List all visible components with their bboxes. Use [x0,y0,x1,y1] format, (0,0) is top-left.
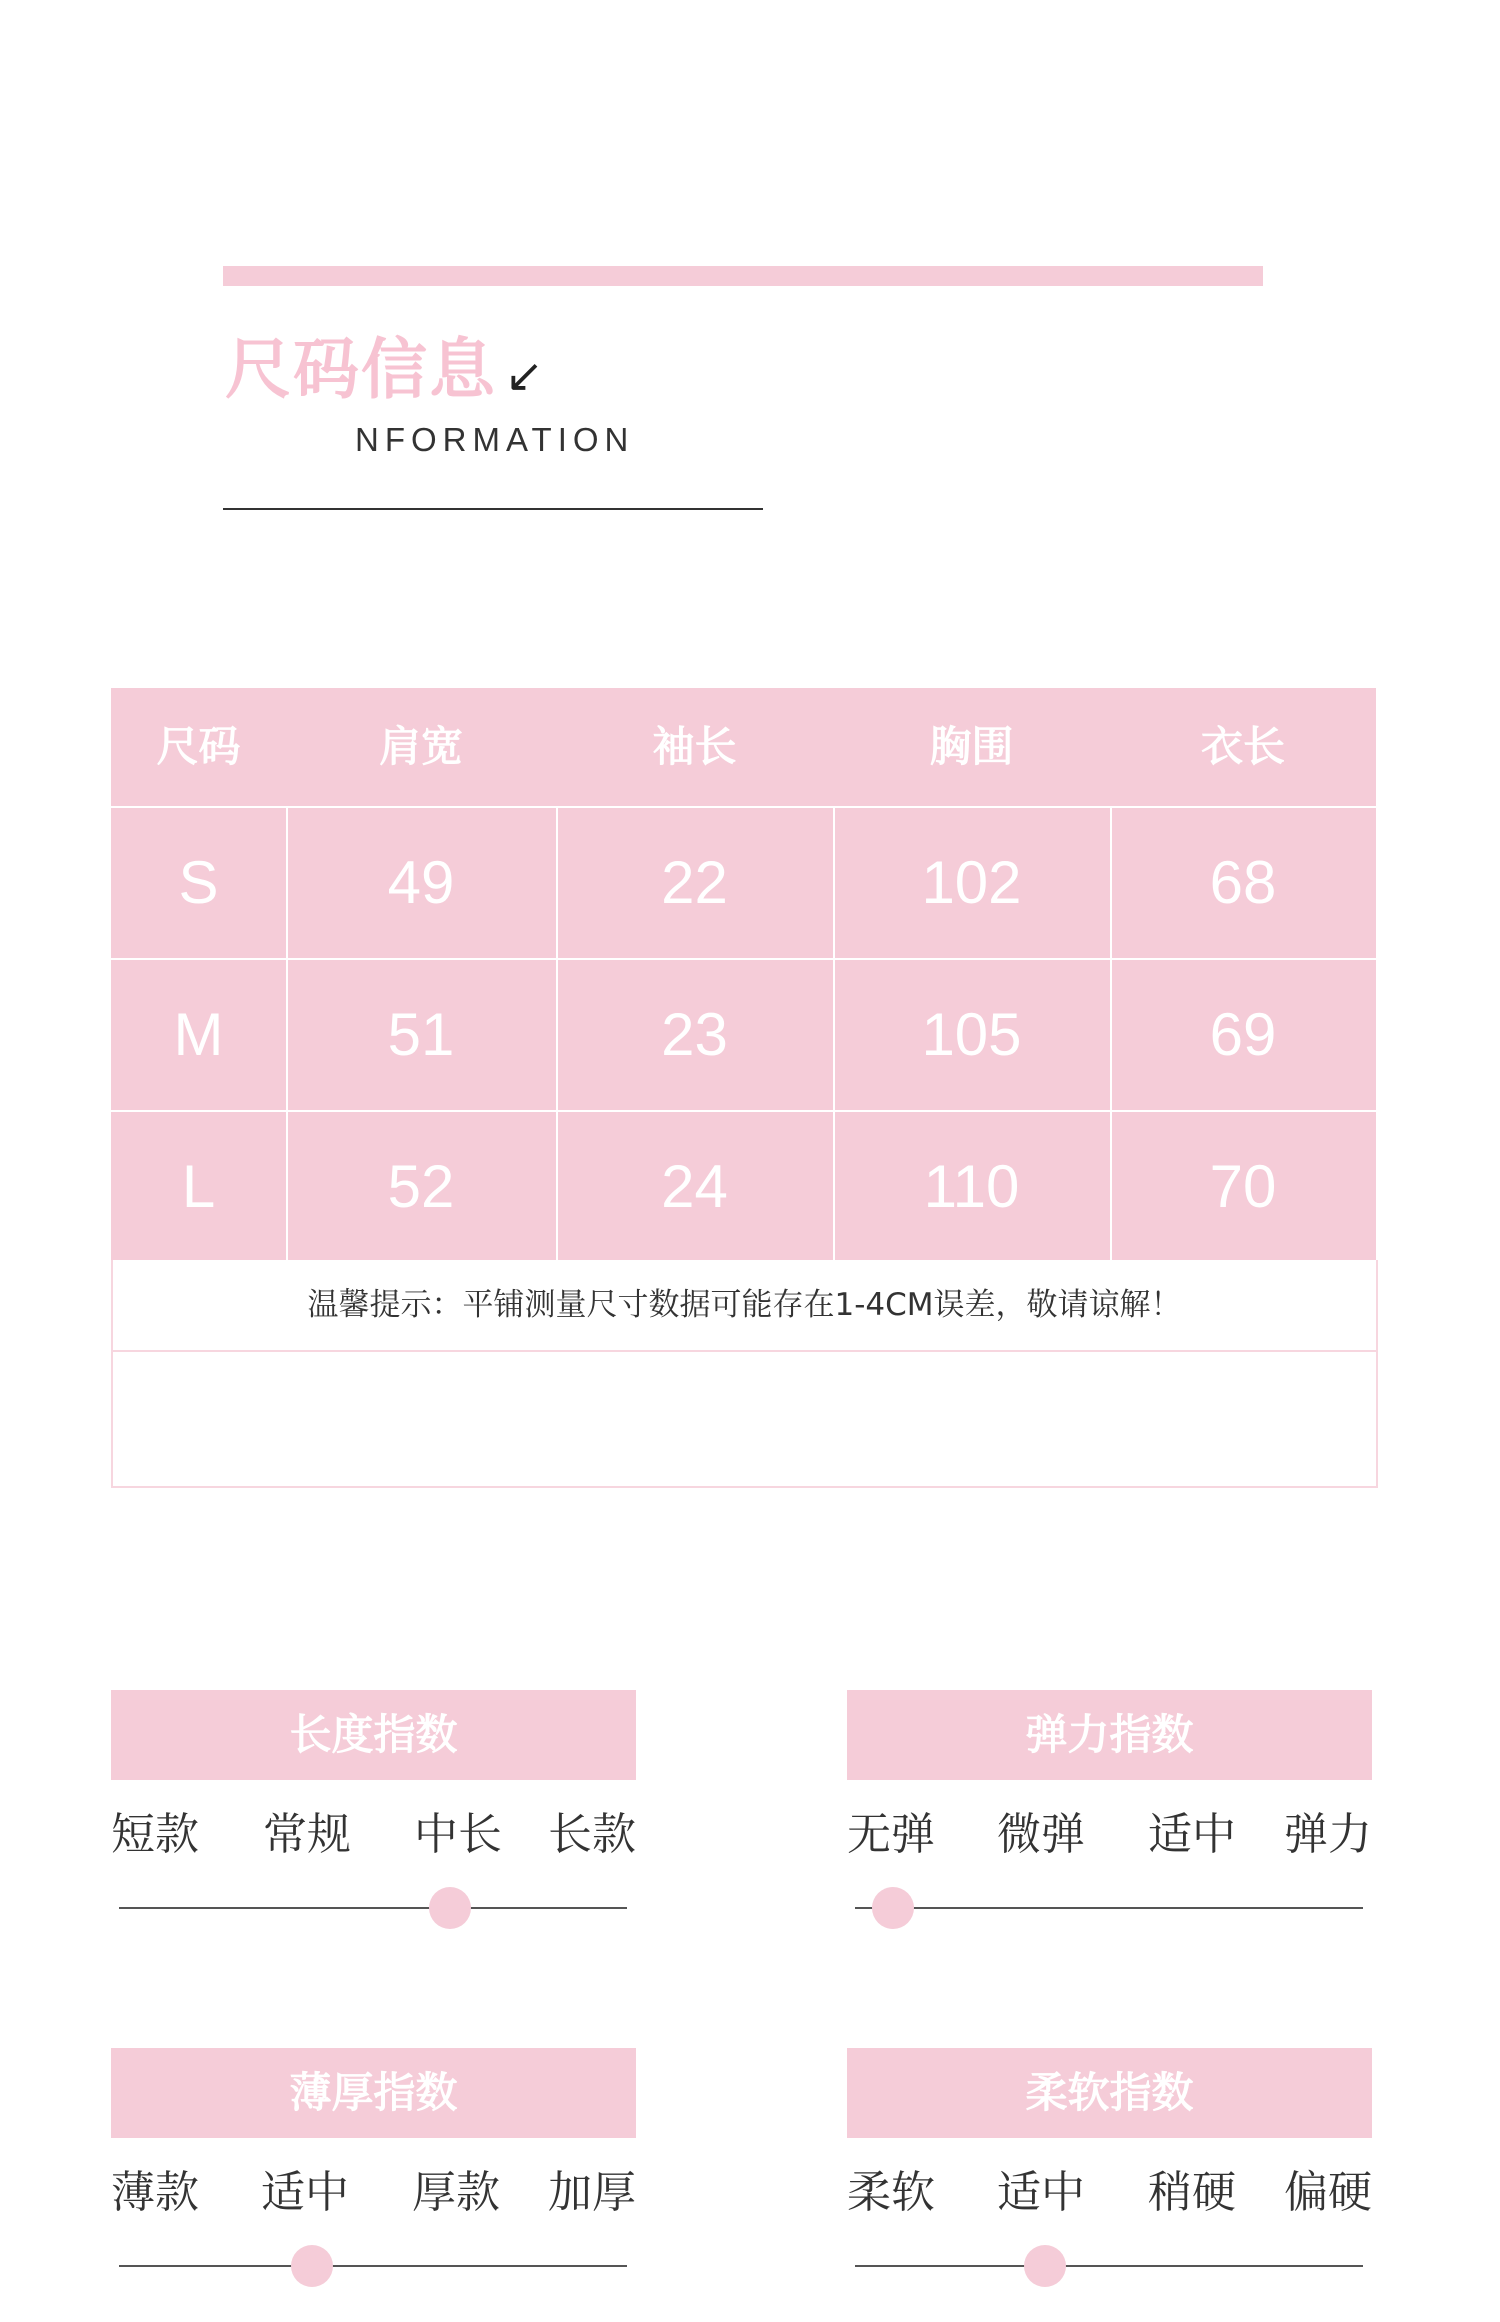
decorative-top-bar [223,266,1263,286]
thickness-option: 加厚 [548,2167,636,2218]
thickness-index-track [119,2265,627,2267]
length-option: 中长 [414,1809,502,1860]
size-table [111,688,1376,1262]
softness-option: 稍硬 [1148,2167,1236,2218]
tip-box [111,1260,1378,1488]
length-index-title: 长度指数 [111,1690,636,1780]
softness-index-marker [1024,2245,1066,2287]
length-index-track [119,1907,627,1909]
cell-shoulder: 49 [387,849,455,916]
title-underline [223,508,763,510]
table-header [111,688,1376,806]
elasticity-option: 无弹 [847,1809,935,1860]
section-title: 尺码信息 [225,331,497,408]
cell-chest: 105 [921,1001,1022,1068]
elasticity-index [847,1690,1372,1950]
thickness-option: 厚款 [412,2167,500,2218]
softness-index [847,2048,1372,2308]
cell-chest: 110 [923,1153,1020,1220]
elasticity-index-title: 弹力指数 [847,1690,1372,1780]
tip-divider [113,1350,1376,1352]
elasticity-index-track [855,1907,1363,1909]
col-header-chest: 胸围 [929,722,1014,771]
col-header-sleeve: 袖长 [652,722,737,771]
table-row [111,1110,1376,1262]
length-option: 短款 [111,1809,199,1860]
cell-sleeve: 23 [661,1001,728,1068]
thickness-index-marker [291,2245,333,2287]
cell-shoulder: 51 [387,1001,455,1068]
thickness-option: 适中 [261,2167,349,2218]
table-row [111,806,1376,958]
thickness-option: 薄款 [111,2167,199,2218]
elasticity-index-marker [872,1887,914,1929]
col-header-shoulder: 肩宽 [378,722,463,771]
length-index-marker [429,1887,471,1929]
cell-length: 69 [1209,1001,1277,1068]
cell-sleeve: 22 [661,849,728,916]
softness-option: 柔软 [847,2167,935,2218]
col-header-length: 衣长 [1200,722,1285,771]
arrow-down-left-icon: ↙ [505,348,544,402]
measurement-tip: 温馨提示：平铺测量尺寸数据可能存在1-4CM误差，敬请谅解！ [307,1287,1182,1323]
cell-length: 70 [1209,1153,1277,1220]
elasticity-option: 微弹 [997,1809,1085,1860]
cell-length: 68 [1209,849,1277,916]
section-subtitle: NFORMATION [355,421,635,458]
cell-sleeve: 24 [661,1153,728,1220]
cell-size: L [181,1153,216,1220]
length-option: 长款 [548,1809,636,1860]
elasticity-option: 弹力 [1284,1809,1372,1860]
softness-index-title: 柔软指数 [847,2048,1372,2138]
table-row [111,958,1376,1110]
softness-option: 适中 [997,2167,1085,2218]
cell-size: S [178,849,219,916]
col-header-size: 尺码 [156,722,241,771]
length-option: 常规 [263,1809,351,1860]
thickness-index [111,2048,636,2308]
softness-index-track [855,2265,1363,2267]
length-index [111,1690,636,1950]
thickness-index-title: 薄厚指数 [111,2048,636,2138]
cell-chest: 102 [921,849,1022,916]
elasticity-option: 适中 [1148,1809,1236,1860]
cell-size: M [173,1001,224,1068]
cell-shoulder: 52 [387,1153,455,1220]
softness-option: 偏硬 [1284,2167,1372,2218]
